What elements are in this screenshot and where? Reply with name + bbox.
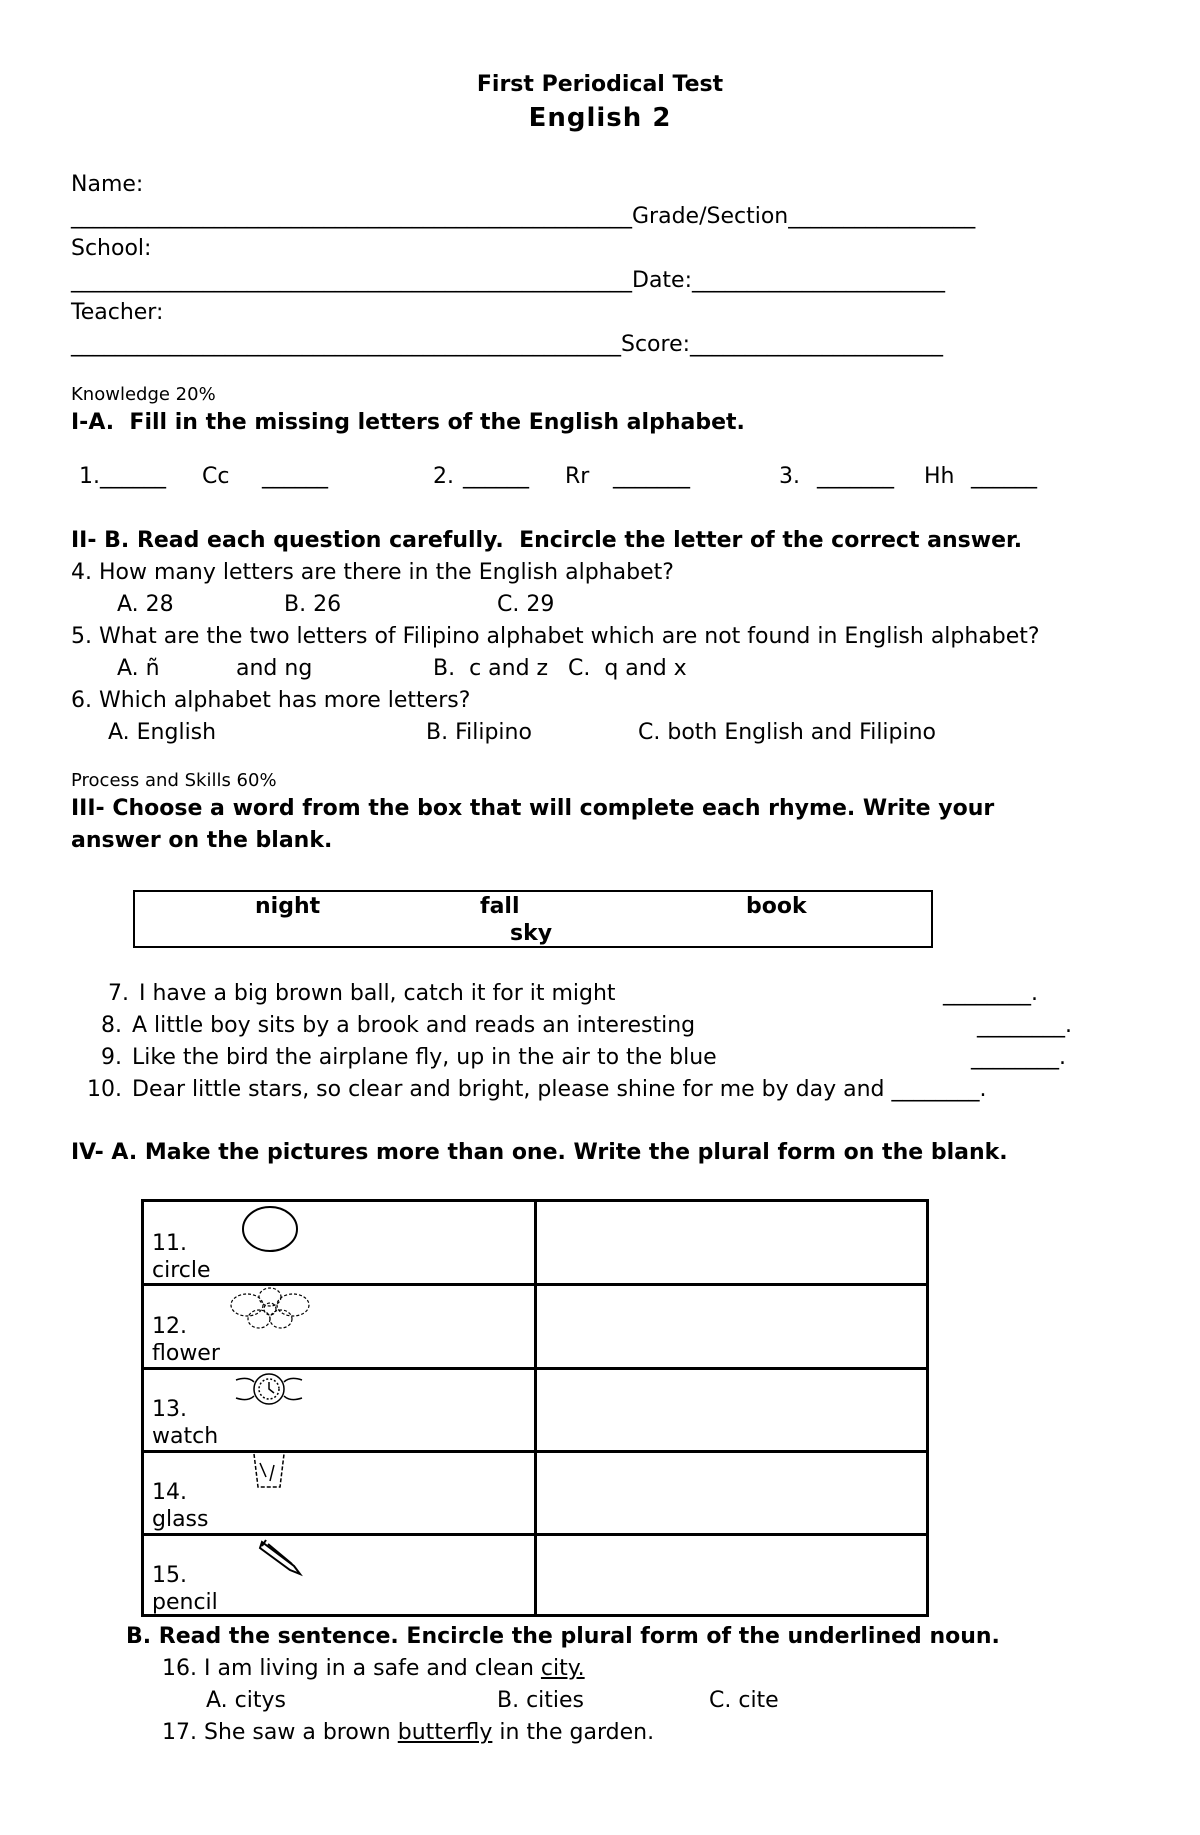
school-label: School: — [71, 236, 152, 261]
question-4: 4. How many letters are there in the English alphabet? — [71, 560, 674, 585]
section-b-heading: B. Read the sentence. Encircle the plural form of the underlined noun. — [126, 1624, 1000, 1649]
word-box-item: book — [746, 894, 807, 919]
answer-blank[interactable]: ________. — [977, 1013, 1072, 1038]
answer-blank[interactable]: _______ — [613, 464, 690, 489]
item-number: 1. — [79, 464, 100, 489]
glass-icon — [246, 1451, 292, 1491]
name-label: Name: — [71, 172, 144, 197]
watch-icon — [234, 1368, 304, 1410]
flower-icon — [227, 1285, 313, 1333]
table-row — [152, 1285, 522, 1365]
q4-option-a[interactable]: A. 28 — [117, 592, 174, 617]
alphabet-letters: Hh — [924, 464, 955, 489]
pencil-icon — [256, 1536, 306, 1578]
underlined-noun: city. — [540, 1656, 585, 1681]
item-number: 2. — [433, 464, 454, 489]
word-box-item: night — [255, 894, 321, 919]
noun-word: flower — [152, 1341, 220, 1366]
q4-option-c[interactable]: C. 29 — [497, 592, 555, 617]
q16-option-b[interactable]: B. cities — [497, 1688, 585, 1713]
section-iib-heading: II- B. Read each question carefully. Encircle the letter of the correct answer. — [71, 528, 1023, 553]
circle-icon — [240, 1204, 302, 1256]
answer-blank[interactable]: ________. — [943, 981, 1038, 1006]
item-number: 9. — [101, 1045, 122, 1070]
answer-blank[interactable]: ________. — [971, 1045, 1066, 1070]
column-divider — [534, 1202, 537, 1614]
answer-blank[interactable]: _______ — [817, 464, 894, 489]
rhyme-text: Like the bird the airplane fly, up in the air to the blue — [132, 1045, 717, 1070]
item-number: 3. — [779, 464, 800, 489]
noun-word: watch — [152, 1424, 219, 1449]
table-row — [152, 1202, 522, 1282]
item-number: 11. — [152, 1231, 187, 1256]
table-row — [152, 1368, 522, 1448]
item-number: 14. — [152, 1480, 187, 1505]
question-6: 6. Which alphabet has more letters? — [71, 688, 471, 713]
alphabet-letters: Cc — [202, 464, 230, 489]
test-title: First Periodical Test — [476, 72, 724, 97]
question-5: 5. What are the two letters of Filipino alphabet which are not found in English alphabet? — [71, 624, 1040, 649]
q6-option-c[interactable]: C. both English and Filipino — [638, 720, 937, 745]
process-skills-label: Process and Skills 60% — [71, 770, 277, 791]
teacher-label: Teacher: — [71, 300, 164, 325]
section-ia-heading: I-A. Fill in the missing letters of the English alphabet. — [71, 410, 745, 435]
item-number: 8. — [101, 1013, 122, 1038]
subject-title: English 2 — [528, 103, 672, 133]
q5-option-a-cont[interactable]: and ng — [236, 656, 313, 681]
question-17 — [162, 1722, 654, 1744]
noun-word: pencil — [152, 1590, 218, 1615]
rhyme-text: I have a big brown ball, catch it for it might — [139, 981, 616, 1006]
underlined-noun: butterfly — [397, 1720, 493, 1745]
noun-word: circle — [152, 1258, 211, 1283]
q6-option-a[interactable]: A. English — [108, 720, 217, 745]
section-iva-heading: IV- A. Make the pictures more than one. Write the plural form on the blank. — [71, 1140, 1008, 1165]
q5-option-b[interactable]: B. c and z — [433, 656, 549, 681]
word-box — [133, 890, 933, 948]
answer-blank[interactable]: ______ — [463, 464, 529, 489]
item-number: 13. — [152, 1397, 187, 1422]
q4-option-b[interactable]: B. 26 — [284, 592, 342, 617]
date-line[interactable]: ___________________________________________________Date:_______________________ — [71, 268, 945, 293]
q5-option-c[interactable]: C. q and x — [568, 656, 687, 681]
knowledge-label: Knowledge 20% — [71, 384, 216, 405]
answer-blank[interactable]: ______ — [100, 464, 166, 489]
question-17-suffix: in the garden. — [492, 1720, 655, 1745]
alphabet-letters: Rr — [565, 464, 590, 489]
q5-option-a[interactable]: A. ñ — [117, 656, 160, 681]
table-row — [152, 1451, 522, 1531]
q6-option-b[interactable]: B. Filipino — [426, 720, 532, 745]
answer-blank[interactable]: ______ — [262, 464, 328, 489]
q16-option-c[interactable]: C. cite — [709, 1688, 779, 1713]
table-row — [152, 1534, 522, 1614]
item-number: 10. — [87, 1077, 122, 1102]
rhyme-text: A little boy sits by a brook and reads an interesting — [132, 1013, 696, 1038]
section-iii-heading-line2: answer on the blank. — [71, 828, 333, 853]
plural-table — [141, 1199, 929, 1617]
question-16-text: 16. I am living in a safe and clean — [162, 1656, 541, 1681]
item-number: 12. — [152, 1314, 187, 1339]
section-iii-heading-line1: III- Choose a word from the box that will complete each rhyme. Write your — [71, 796, 995, 821]
question-17-text: 17. She saw a brown — [162, 1720, 398, 1745]
item-number: 15. — [152, 1563, 187, 1588]
q16-option-a[interactable]: A. citys — [206, 1688, 286, 1713]
rhyme-text: Dear little stars, so clear and bright, please shine for me by day and ________. — [132, 1077, 987, 1102]
score-line[interactable]: __________________________________________________Score:_______________________ — [71, 332, 944, 357]
answer-blank[interactable]: ______ — [971, 464, 1037, 489]
noun-word: glass — [152, 1507, 209, 1532]
word-box-item: sky — [510, 921, 553, 946]
item-number: 7. — [108, 981, 129, 1006]
grade-section-line[interactable]: ___________________________________________________Grade/Section_________________ — [71, 204, 976, 229]
question-16 — [162, 1658, 585, 1680]
word-box-item: fall — [480, 894, 520, 919]
